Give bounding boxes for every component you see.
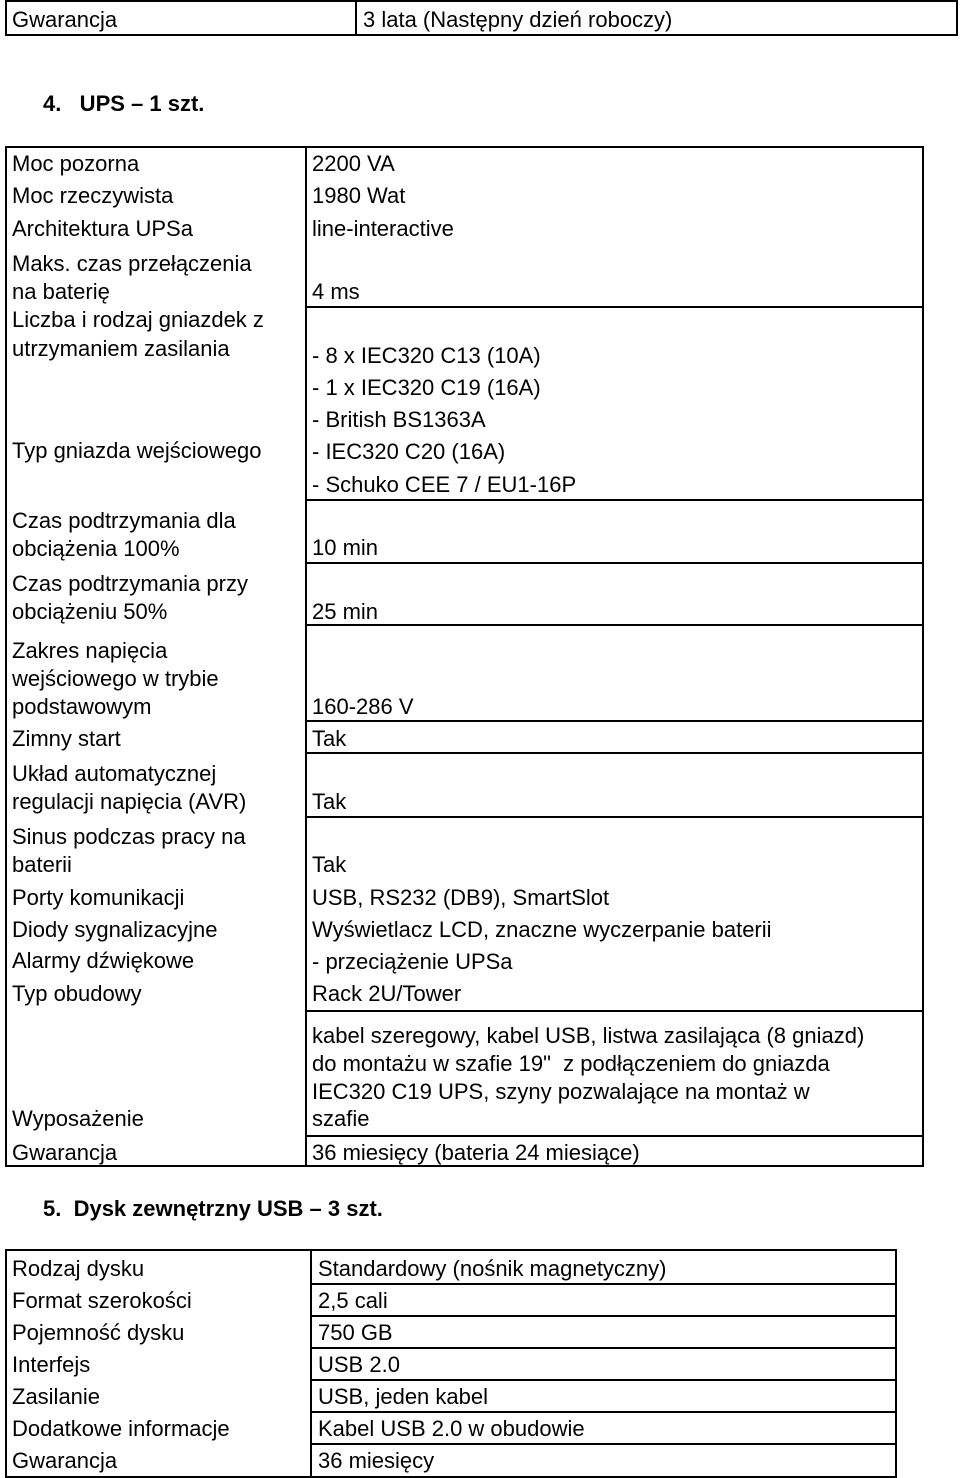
ups-value-runtime-100: 10 min bbox=[312, 535, 379, 560]
disk-label-warranty: Gwarancja bbox=[12, 1448, 118, 1473]
ups-label-sine: baterii bbox=[12, 852, 72, 877]
ups-value-equipment: kabel szeregowy, kabel USB, listwa zasilająca (8 gniazd) bbox=[312, 1023, 865, 1048]
section-4-heading: 4. UPS – 1 szt. bbox=[43, 91, 205, 116]
ups-value-input-connector: - IEC320 C20 (16A) bbox=[312, 439, 506, 464]
ups-label-input-voltage: Zakres napięcia bbox=[12, 638, 168, 663]
ups-label-warranty: Gwarancja bbox=[12, 1140, 118, 1165]
ups-value-real-power: 1980 Wat bbox=[312, 183, 406, 208]
ups-value-alarms: - przeciążenie UPSa bbox=[312, 949, 513, 974]
ups-label-outlets: utrzymaniem zasilania bbox=[12, 336, 230, 361]
disk-label-interface: Interfejs bbox=[12, 1352, 91, 1377]
ups-label-sine: Sinus podczas pracy na bbox=[12, 824, 246, 849]
ups-label-runtime-50: Czas podtrzymania przy bbox=[12, 571, 248, 596]
disk-label-extra-info: Dodatkowe informacje bbox=[12, 1416, 230, 1441]
disk-value-capacity: 750 GB bbox=[318, 1320, 393, 1345]
ups-value-input-connector: - Schuko CEE 7 / EU1-16P bbox=[312, 472, 577, 497]
disk-value-power: USB, jeden kabel bbox=[318, 1384, 488, 1409]
ups-label-runtime-50: obciążeniu 50% bbox=[12, 599, 168, 624]
ups-label-ports: Porty komunikacji bbox=[12, 885, 185, 910]
ups-label-real-power: Moc rzeczywista bbox=[12, 183, 174, 208]
ups-label-enclosure: Typ obudowy bbox=[12, 981, 142, 1006]
ups-label-outlets: Liczba i rodzaj gniazdek z bbox=[12, 307, 264, 332]
ups-label-avr: Układ automatycznej bbox=[12, 761, 217, 786]
ups-label-leds: Diody sygnalizacyjne bbox=[12, 917, 218, 942]
ups-value-apparent-power: 2200 VA bbox=[312, 151, 395, 176]
disk-label-form-factor: Format szerokości bbox=[12, 1288, 192, 1313]
disk-value-extra-info: Kabel USB 2.0 w obudowie bbox=[318, 1416, 585, 1441]
ups-value-architecture: line-interactive bbox=[312, 216, 454, 241]
disk-value-type: Standardowy (nośnik magnetyczny) bbox=[318, 1256, 667, 1281]
ups-value-cold-start: Tak bbox=[312, 726, 347, 751]
ups-value-equipment: szafie bbox=[312, 1106, 370, 1131]
ups-label-transfer-time: na baterię bbox=[12, 279, 110, 304]
ups-label-input-connector: Typ gniazda wejściowego bbox=[12, 438, 262, 463]
disk-value-warranty: 36 miesięcy bbox=[318, 1448, 435, 1473]
ups-value-equipment: do montażu w szafie 19" z podłączeniem do gniazda bbox=[312, 1051, 830, 1076]
ups-label-avr: regulacji napięcia (AVR) bbox=[12, 789, 247, 814]
ups-value-outlets: - 1 x IEC320 C19 (16A) bbox=[312, 375, 541, 400]
disk-label-capacity: Pojemność dysku bbox=[12, 1320, 185, 1345]
ups-label-input-voltage: wejściowego w trybie bbox=[12, 666, 219, 691]
disk-label-type: Rodzaj dysku bbox=[12, 1256, 145, 1281]
ups-value-transfer-time: 4 ms bbox=[312, 279, 360, 304]
disk-value-form-factor: 2,5 cali bbox=[318, 1288, 388, 1313]
section-5-heading: 5. Dysk zewnętrzny USB – 3 szt. bbox=[43, 1196, 383, 1221]
ups-label-apparent-power: Moc pozorna bbox=[12, 151, 140, 176]
top-row-value: 3 lata (Następny dzień roboczy) bbox=[363, 7, 673, 32]
ups-label-cold-start: Zimny start bbox=[12, 726, 121, 751]
ups-value-warranty: 36 miesięcy (bateria 24 miesiące) bbox=[312, 1140, 640, 1165]
ups-label-alarms: Alarmy dźwiękowe bbox=[12, 948, 195, 973]
ups-value-input-voltage: 160-286 V bbox=[312, 694, 414, 719]
ups-value-equipment: IEC320 C19 UPS, szyny pozwalające na montaż w bbox=[312, 1079, 810, 1104]
disk-value-interface: USB 2.0 bbox=[318, 1352, 400, 1377]
ups-label-runtime-100: obciążenia 100% bbox=[12, 536, 180, 561]
ups-label-input-voltage: podstawowym bbox=[12, 694, 152, 719]
top-row-label: Gwarancja bbox=[12, 7, 118, 32]
ups-value-sine: Tak bbox=[312, 852, 347, 877]
ups-value-outlets: - 8 x IEC320 C13 (10A) bbox=[312, 343, 541, 368]
ups-value-runtime-50: 25 min bbox=[312, 599, 379, 624]
ups-value-enclosure: Rack 2U/Tower bbox=[312, 981, 462, 1006]
disk-label-power: Zasilanie bbox=[12, 1384, 101, 1409]
ups-label-runtime-100: Czas podtrzymania dla bbox=[12, 508, 236, 533]
ups-label-architecture: Architektura UPSa bbox=[12, 216, 193, 241]
ups-value-leds: Wyświetlacz LCD, znaczne wyczerpanie baterii bbox=[312, 917, 772, 942]
ups-label-equipment: Wyposażenie bbox=[12, 1106, 144, 1131]
ups-value-avr: Tak bbox=[312, 789, 347, 814]
ups-label-transfer-time: Maks. czas przełączenia bbox=[12, 251, 252, 276]
ups-value-outlets: - British BS1363A bbox=[312, 407, 486, 432]
ups-value-ports: USB, RS232 (DB9), SmartSlot bbox=[312, 885, 610, 910]
